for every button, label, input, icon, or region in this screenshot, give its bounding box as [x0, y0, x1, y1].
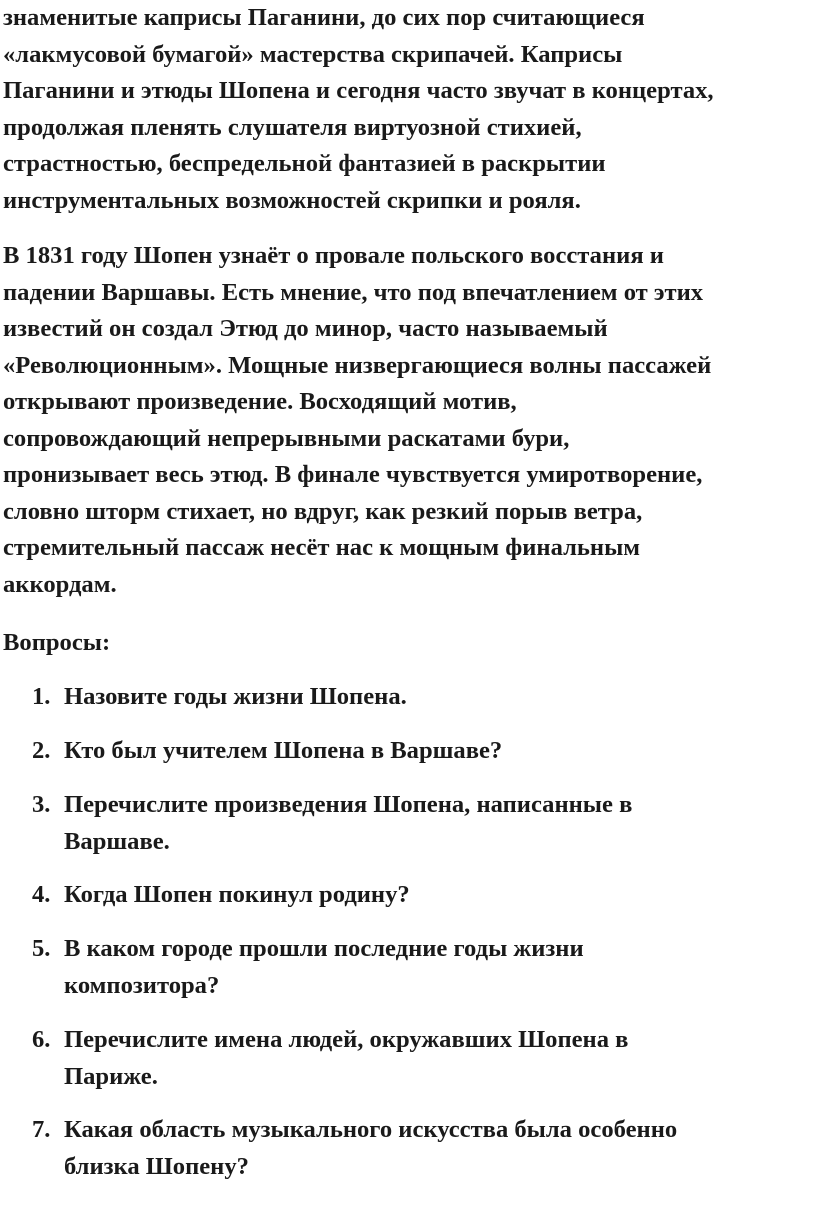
- text-line: Перечислите произведения Шопена, написанные в: [64, 791, 633, 818]
- question-number: 6.: [32, 1026, 51, 1053]
- question-number: 2.: [32, 737, 51, 764]
- text-line: Паганини и этюды Шопена и сегодня часто звучат в концертах,: [3, 77, 714, 104]
- question-text: [64, 733, 502, 770]
- text-line: знаменитые каприсы Паганини, до сих пор считающиеся: [3, 4, 645, 31]
- text-line: близка Шопену?: [64, 1152, 249, 1180]
- question-number: 1.: [32, 683, 51, 710]
- question-number: 5.: [32, 935, 51, 962]
- text-line: падении Варшавы. Есть мнение, что под впечатлением от этих: [3, 278, 704, 306]
- text-line: В 1831 году Шопен узнаёт о провале польского восстания и: [3, 242, 664, 269]
- text-line: аккордам.: [3, 570, 117, 598]
- question-number: 7.: [32, 1116, 51, 1143]
- question-text: [64, 877, 410, 914]
- paragraph-paganini: [3, 0, 714, 219]
- text-line: известий он создал Этюд до минор, часто называемый: [3, 315, 608, 342]
- text-line: сопровождающий непрерывными раскатами бури,: [3, 424, 570, 452]
- text-line: продолжая пленять слушателя виртуозной стихией,: [3, 113, 582, 141]
- text-line: В каком городе прошли последние годы жизни: [64, 935, 584, 962]
- question-number: 3.: [32, 791, 51, 818]
- text-line: открывают произведение. Восходящий мотив,: [3, 388, 517, 415]
- text-line: Кто был учителем Шопена в Варшаве?: [64, 737, 503, 764]
- text-line: Когда Шопен покинул родину?: [64, 881, 410, 908]
- text-line: стремительный пассаж несёт нас к мощным финальным: [3, 534, 641, 561]
- text-line: Какая область музыкального искусства была особенно: [64, 1116, 678, 1143]
- questions-heading: Вопросы:: [3, 629, 111, 656]
- question-text: [64, 679, 407, 716]
- question-text: [64, 1112, 677, 1185]
- text-line: «Революционным». Мощные низвергающиеся волны пассажей: [3, 351, 712, 379]
- question-text: [64, 787, 632, 860]
- text-line: пронизывает весь этюд. В финале чувствуется умиротворение,: [3, 461, 703, 488]
- paragraph-revolutionary-etude: [3, 238, 711, 603]
- text-line: страстностью, беспредельной фантазией в раскрытии: [3, 150, 606, 177]
- text-line: композитора?: [64, 971, 220, 999]
- text-line: Варшаве.: [64, 827, 170, 855]
- question-number: 4.: [32, 881, 51, 908]
- question-text: [64, 1022, 628, 1095]
- text-line: «лакмусовой бумагой» мастерства скрипачей. Каприсы: [3, 40, 623, 68]
- question-text: [64, 931, 584, 1004]
- text-line: Перечислите имена людей, окружавших Шопена в: [64, 1026, 629, 1053]
- text-line: Париже.: [64, 1062, 158, 1090]
- text-line: словно шторм стихает, но вдруг, как резкий порыв ветра,: [3, 497, 643, 525]
- text-line: Назовите годы жизни Шопена.: [64, 683, 407, 710]
- text-line: инструментальных возможностей скрипки и рояля.: [3, 186, 581, 214]
